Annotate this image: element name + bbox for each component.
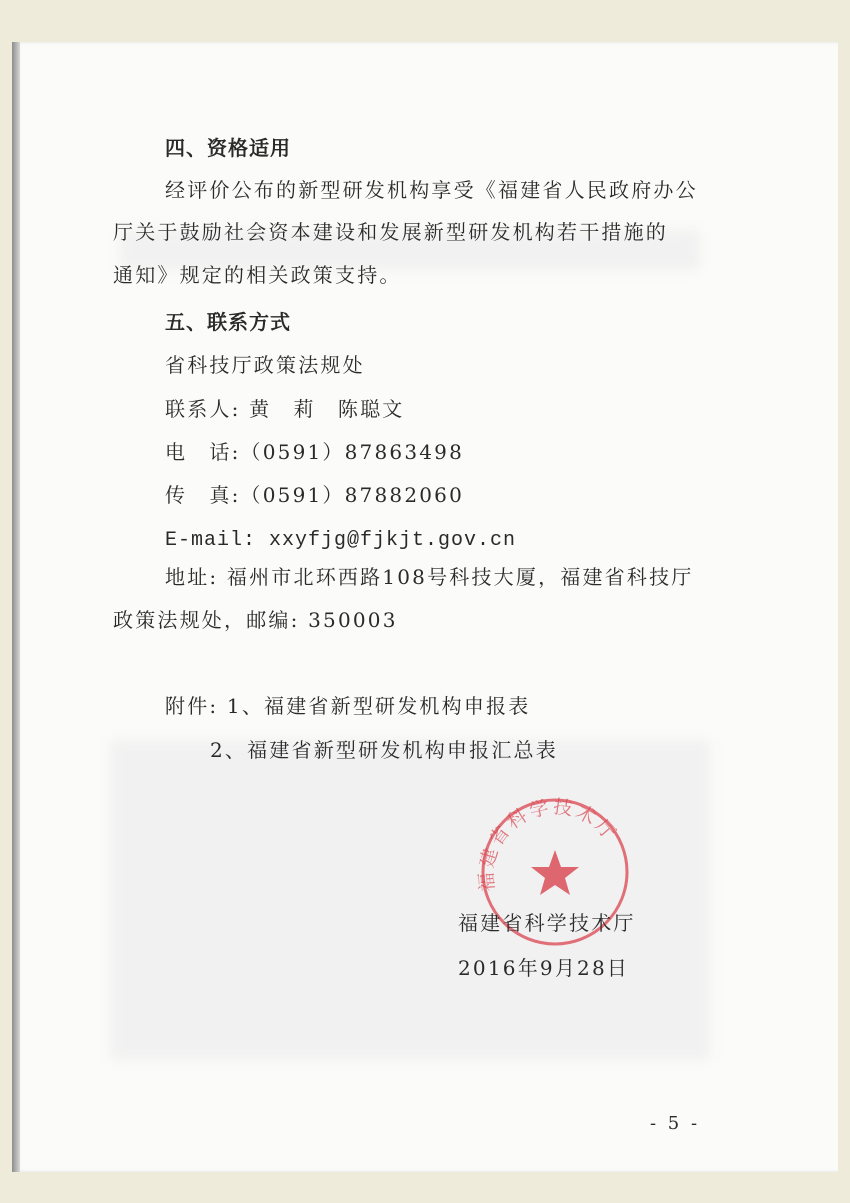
address-line: 地址: 福州市北环西路108号科技大厦，福建省科技厅 (165, 565, 694, 589)
phone-number: 电 话:（0591）87863498 (165, 440, 465, 464)
address-line: 政策法规处，邮编: 350003 (113, 608, 398, 632)
office-name: 省科技厅政策法规处 (165, 353, 365, 377)
contact-persons: 联系人: 黄 莉 陈聪文 (165, 397, 405, 421)
section4-para-line: 厅关于鼓励社会资本建设和发展新型研发机构若干措施的 (113, 220, 668, 244)
signing-organization: 福建省科学技术厅 (458, 911, 636, 935)
page-number: - 5 - (650, 1113, 701, 1134)
attachment-1: 附件: 1、福建省新型研发机构申报表 (165, 694, 531, 718)
svg-text:福建省科学技术厅: 福建省科学技术厅 (475, 795, 622, 893)
star-icon (531, 850, 579, 895)
section5-heading: 五、联系方式 (165, 310, 291, 334)
fax-number: 传 真:（0591）87882060 (165, 483, 465, 507)
section4-para-line: 通知》规定的相关政策支持。 (113, 263, 402, 287)
attachment-2: 2、福建省新型研发机构申报汇总表 (210, 738, 558, 762)
section4-heading: 四、资格适用 (165, 136, 291, 160)
scan-edge (12, 42, 20, 1172)
email-address: E-mail: xxyfjg@fjkjt.gov.cn (165, 529, 517, 552)
signing-date: 2016年9月28日 (458, 956, 630, 980)
section4-para-line: 经评价公布的新型研发机构享受《福建省人民政府办公 (165, 178, 698, 202)
